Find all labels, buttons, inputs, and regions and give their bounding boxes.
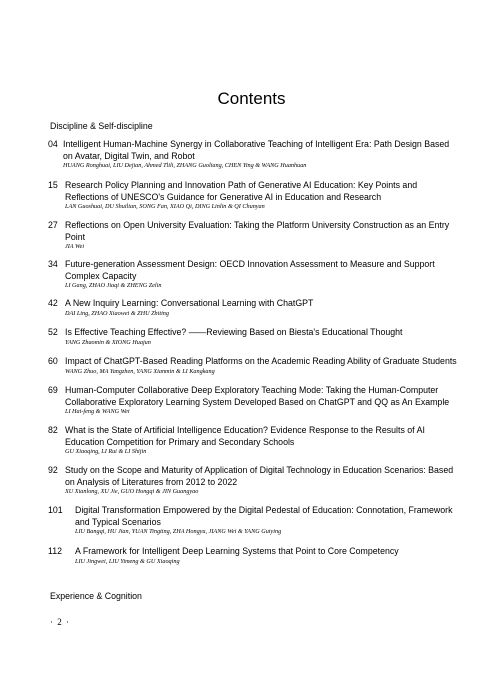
toc-page-number: 101 — [48, 505, 63, 515]
toc-title: Intelligent Human-Machine Synergy in Collaborative Teaching of Intelligent Era: Path Design Based on Avatar, Digital Twin, and Robot — [63, 139, 450, 161]
toc-authors: DAI Ling, ZHAO Xiaowei & ZHU Zhiting — [65, 310, 169, 317]
toc-title: Future-generation Assessment Design: OECD Innovation Assessment to Measure and Support Complex Capacity — [65, 259, 435, 281]
section-heading: Discipline & Self-discipline — [50, 121, 153, 131]
page-title: Contents — [217, 89, 286, 108]
toc-authors: YANG Zhaomin & XIONG Huajun — [65, 339, 151, 346]
toc-authors: WANG Zhuo, MA Yangzhen, YANG Xianmin & LI Kangkang — [65, 368, 215, 375]
toc-authors: LI Gang, ZHAO Jiaqi & ZHENG Zelin — [65, 282, 162, 289]
toc-authors: HUANG Ronghuai, LIU Dejian, Ahmed Tlili, ZHANG Guoliang, CHEN Ying & WANG Huanhuan — [63, 162, 307, 169]
toc-page-number: 112 — [48, 546, 63, 556]
toc-page-number: 92 — [48, 465, 58, 475]
toc-authors: XU Xianlong, XU Jie, GUO Hongqi & JIN Guangyao — [65, 488, 199, 495]
page-number: · 2 · — [50, 617, 70, 627]
toc-title: Is Effective Teaching Effective? ——Reviewing Based on Biesta's Educational Thought — [65, 327, 403, 337]
toc-page-number: 69 — [48, 385, 58, 395]
toc-page-number: 34 — [48, 259, 58, 269]
toc-title: Research Policy Planning and Innovation Path of Generative AI Education: Key Points and Reflections of UNESCO's Guidance for Generative AI in Education and Research — [65, 180, 418, 202]
toc-title: Reflections on Open University Evaluation: Taking the Platform University Construction as an Entry Point — [65, 220, 450, 242]
toc-title: Human-Computer Collaborative Deep Exploratory Teaching Mode: Taking the Human-Computer Collaborative Exploratory Learning System Developed Based on ChatGPT and QQ as An Example — [65, 385, 450, 407]
toc-title: Digital Transformation Empowered by the Digital Pedestal of Education: Connotation, Framework and Typical Scenarios — [75, 505, 453, 527]
toc-page-number: 52 — [48, 327, 58, 337]
toc-authors: JIA Wei — [65, 243, 85, 250]
toc-page-number: 42 — [48, 298, 58, 308]
toc-authors: LAN Guoshuai, DU Shuilian, SONG Fan, XIAO Qi, DING Linlin & QI Chunyan — [65, 203, 265, 210]
toc-page-number: 60 — [48, 356, 58, 366]
toc-authors: LIU Bangqi, HU Jian, YUAN Tingting, ZHA Hongyu, JIANG Wei & YANG Guiying — [75, 528, 282, 535]
toc-page-number: 15 — [48, 180, 58, 190]
toc-page-number: 04 — [48, 139, 58, 149]
toc-title: What is the State of Artificial Intelligence Education? Evidence Response to the Results of AI Education Competition for Primary and Secondary Schools — [65, 425, 425, 447]
toc-page-number: 82 — [48, 425, 58, 435]
toc-title: A Framework for Intelligent Deep Learning Systems that Point to Core Competency — [75, 546, 399, 556]
next-section-heading: Experience & Cognition — [50, 591, 142, 601]
toc-page-number: 27 — [48, 220, 58, 230]
toc-authors: GU Xiaoqing, LI Rui & LI Shijin — [65, 448, 147, 455]
toc-title: A New Inquiry Learning: Conversational Learning with ChatGPT — [65, 298, 314, 308]
toc-title: Impact of ChatGPT-Based Reading Platforms on the Academic Reading Ability of Graduate Students — [65, 356, 457, 366]
toc-authors: LI Hai-feng & WANG Wei — [65, 408, 130, 415]
toc-authors: LIU Jingwei, LIU Yimeng & GU Xiaoqing — [75, 558, 180, 565]
toc-title: Study on the Scope and Maturity of Application of Digital Technology in Education Scenarios: Based on Analysis of Literatures from 2012 to 2022 — [65, 465, 454, 487]
